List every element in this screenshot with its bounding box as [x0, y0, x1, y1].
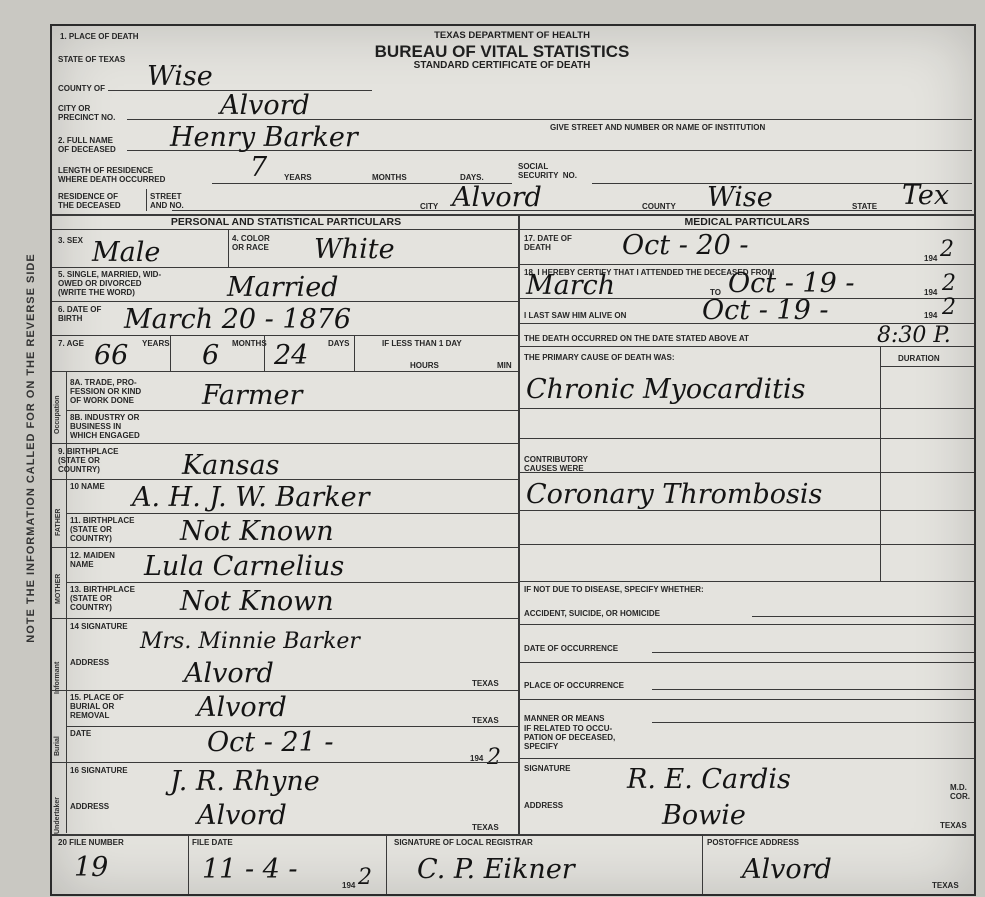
attended-year-prefix: 194: [924, 288, 938, 297]
dob-label: 6. DATE OF BIRTH: [58, 305, 102, 323]
death-certificate: [50, 24, 976, 896]
less-than-day-label: IF LESS THAN 1 DAY: [382, 339, 462, 348]
informant-value: Mrs. Minnie Barker: [140, 629, 360, 654]
time-value: 8:30 P.: [877, 323, 951, 348]
postoffice-texas-label: TEXAS: [932, 881, 959, 890]
maiden-label: 12. MAIDEN NAME: [70, 551, 115, 569]
race-value: White: [314, 234, 395, 265]
file-number-value: 19: [74, 852, 109, 883]
burial-side-label: Burial: [54, 736, 61, 756]
marital-label: 5. SINGLE, MARRIED, WID- OWED OR DIVORCED (WRITE THE WORD): [58, 270, 162, 297]
marital-value: Married: [227, 272, 339, 303]
doctor-address-value: Bowie: [662, 800, 746, 831]
father-birthplace-label: 11. BIRTHPLACE (STATE OR COUNTRY): [70, 516, 135, 543]
undertaker-side-label: Undertaker: [54, 797, 61, 834]
age-years-value: 66: [94, 340, 129, 371]
county2-label: COUNTY: [642, 202, 676, 211]
father-side-label: FATHER: [55, 508, 62, 536]
informant-address-value: Alvord: [184, 658, 274, 689]
deceased-name: Henry Barker: [170, 122, 358, 153]
last-year-value: 2: [942, 295, 956, 320]
trade-value: Farmer: [202, 380, 303, 411]
date-occurrence-label: DATE OF OCCURRENCE: [524, 644, 619, 653]
duration-label: DURATION: [898, 354, 940, 363]
res-state-value: Tex: [902, 180, 950, 211]
informant-address-label: ADDRESS: [70, 658, 110, 667]
primary-cause-label: THE PRIMARY CAUSE OF DEATH WAS:: [524, 353, 675, 362]
burial-label: 15. PLACE OF BURIAL OR REMOVAL: [70, 693, 124, 720]
birthplace-value: Kansas: [182, 450, 280, 481]
hours-label: HOURS: [410, 361, 439, 370]
state-label: STATE OF TEXAS: [58, 55, 126, 64]
to-label: TO: [710, 288, 721, 297]
age-label: 7. AGE: [58, 339, 84, 348]
burial-year-value: 2: [487, 745, 501, 770]
death-year-prefix: 194: [924, 254, 938, 263]
undertaker-address-value: Alvord: [197, 800, 287, 831]
mother-birthplace-value: Not Known: [180, 586, 334, 617]
undertaker-texas-label: TEXAS: [472, 823, 499, 832]
undertaker-address-label: ADDRESS: [70, 802, 110, 811]
accident-label: ACCIDENT, SUICIDE, OR HOMICIDE: [524, 609, 661, 618]
sex-label: 3. SEX: [58, 236, 83, 245]
postoffice-label: POSTOFFICE ADDRESS: [707, 838, 800, 847]
last-saw-value: Oct - 19 -: [702, 295, 829, 326]
age-days-value: 24: [274, 340, 309, 371]
state2-label: STATE: [852, 202, 878, 211]
undertaker-value: J. R. Rhyne: [170, 766, 320, 797]
certificate-title: STANDARD CERTIFICATE OF DEATH: [413, 60, 591, 71]
file-date-label: FILE DATE: [192, 838, 233, 847]
last-saw-label: I LAST SAW HIM ALIVE ON: [524, 311, 627, 320]
doctor-signature-label: SIGNATURE: [524, 764, 571, 773]
length-label: LENGTH OF RESIDENCE WHERE DEATH OCCURRED: [58, 166, 166, 184]
death-date-value: Oct - 20 -: [622, 230, 749, 261]
registrar-value: C. P. Eikner: [417, 854, 575, 885]
burial-date-value: Oct - 21 -: [207, 727, 334, 758]
age-days-label: DAYS: [328, 339, 350, 348]
place-of-death-label: 1. PLACE OF DEATH: [60, 32, 139, 41]
city-label: CITY OR PRECINCT NO.: [58, 104, 116, 122]
trade-label: 8A. TRADE, PRO- FESSION OR KIND OF WORK DONE: [70, 378, 142, 405]
manner-label: MANNER OR MEANS: [524, 714, 605, 723]
signature14-label: 14 SIGNATURE: [70, 622, 128, 631]
not-due-label: IF NOT DUE TO DISEASE, SPECIFY WHETHER:: [524, 585, 704, 594]
md-label: M.D. COR.: [950, 783, 970, 801]
burial-texas-label: TEXAS: [472, 716, 499, 725]
contributory-label: CONTRIBUTORY CAUSES WERE: [524, 455, 588, 473]
date-of-death-label: 17. DATE OF DEATH: [524, 234, 572, 252]
primary-cause-value: Chronic Myocarditis: [526, 374, 806, 405]
mother-side-label: MOTHER: [55, 573, 62, 604]
informant-texas-label: TEXAS: [472, 679, 499, 688]
age-months-value: 6: [202, 340, 220, 371]
reverse-side-note: NOTE THE INFORMATION CALLED FOR ON THE REVERSE SIDE: [25, 253, 37, 643]
occurred-label: THE DEATH OCCURRED ON THE DATE STATED ABOVE AT: [524, 334, 749, 343]
contributory-value: Coronary Thrombosis: [526, 479, 823, 510]
age-years-label: YEARS: [142, 339, 170, 348]
attended-from-value: March: [526, 270, 616, 301]
days-label: DAYS.: [460, 173, 484, 182]
street-label: STREET AND NO.: [150, 192, 184, 210]
res-city-value: Alvord: [452, 182, 542, 213]
file-date-value: 11 - 4 -: [202, 854, 298, 885]
mother-birthplace-label: 13. BIRTHPLACE (STATE OR COUNTRY): [70, 585, 135, 612]
full-name-label: 2. FULL NAME OF DECEASED: [58, 136, 116, 154]
burial-year-prefix: 194: [470, 754, 484, 763]
place-occurrence-label: PLACE OF OCCURRENCE: [524, 681, 625, 690]
years-value: 7: [250, 152, 268, 183]
personal-header: PERSONAL AND STATISTICAL PARTICULARS: [170, 216, 402, 228]
give-street-label: GIVE STREET AND NUMBER OR NAME OF INSTITUTION: [550, 123, 766, 132]
dept-title: TEXAS DEPARTMENT OF HEALTH: [434, 30, 590, 41]
attended-to-value: Oct - 19 -: [728, 268, 855, 299]
doctor-address-label: ADDRESS: [524, 801, 564, 810]
dob-value: March 20 - 1876: [124, 304, 352, 335]
residence-label: RESIDENCE OF THE DECEASED: [58, 192, 121, 210]
death-year-value: 2: [940, 237, 954, 262]
father-birthplace-value: Not Known: [180, 516, 334, 547]
signature16-label: 16 SIGNATURE: [70, 766, 128, 775]
sex-value: Male: [92, 237, 161, 268]
years-label: YEARS: [284, 173, 312, 182]
county-value: Wise: [147, 61, 213, 92]
color-label: 4. COLOR OR RACE: [232, 234, 270, 252]
father-value: A. H. J. W. Barker: [132, 482, 370, 513]
city2-label: CITY: [420, 202, 439, 211]
res-county-value: Wise: [707, 182, 773, 213]
occupation-side-label: Occupation: [54, 395, 61, 434]
burial-value: Alvord: [197, 692, 287, 723]
file-year-prefix: 194: [342, 881, 356, 890]
doctor-texas-label: TEXAS: [940, 821, 967, 830]
father-name-label: 10 NAME: [70, 482, 105, 491]
last-year-prefix: 194: [924, 311, 938, 320]
age-months-label: MONTHS: [232, 339, 267, 348]
mother-value: Lula Carnelius: [144, 551, 345, 582]
certify-label: 18. I HEREBY CERTIFY THAT I ATTENDED THE DECEASED FROM: [524, 268, 775, 277]
social-label: SOCIAL SECURITY NO.: [518, 162, 577, 180]
min-label: MIN: [497, 361, 512, 370]
birthplace-label: 9. BIRTHPLACE (STATE OR COUNTRY): [58, 447, 119, 474]
industry-label: 8B. INDUSTRY OR BUSINESS IN WHICH ENGAGED: [70, 413, 140, 440]
postoffice-value: Alvord: [742, 854, 832, 885]
months-label: MONTHS: [372, 173, 407, 182]
burial-date-label: DATE: [70, 729, 92, 738]
file-number-label: 20 FILE NUMBER: [58, 838, 124, 847]
county-label: COUNTY OF: [58, 84, 105, 93]
occupation-related-label: IF RELATED TO OCCU- PATION OF DECEASED, SPECIFY: [524, 724, 616, 751]
informant-side-label: Informant: [54, 661, 61, 694]
attended-year-value: 2: [942, 271, 956, 296]
city-value: Alvord: [220, 90, 310, 121]
doctor-value: R. E. Cardis: [627, 764, 791, 795]
registrar-label: SIGNATURE OF LOCAL REGISTRAR: [394, 838, 533, 847]
file-year-value: 2: [358, 865, 372, 890]
medical-header: MEDICAL PARTICULARS: [684, 216, 810, 228]
bureau-title: BUREAU OF VITAL STATISTICS: [374, 42, 630, 61]
